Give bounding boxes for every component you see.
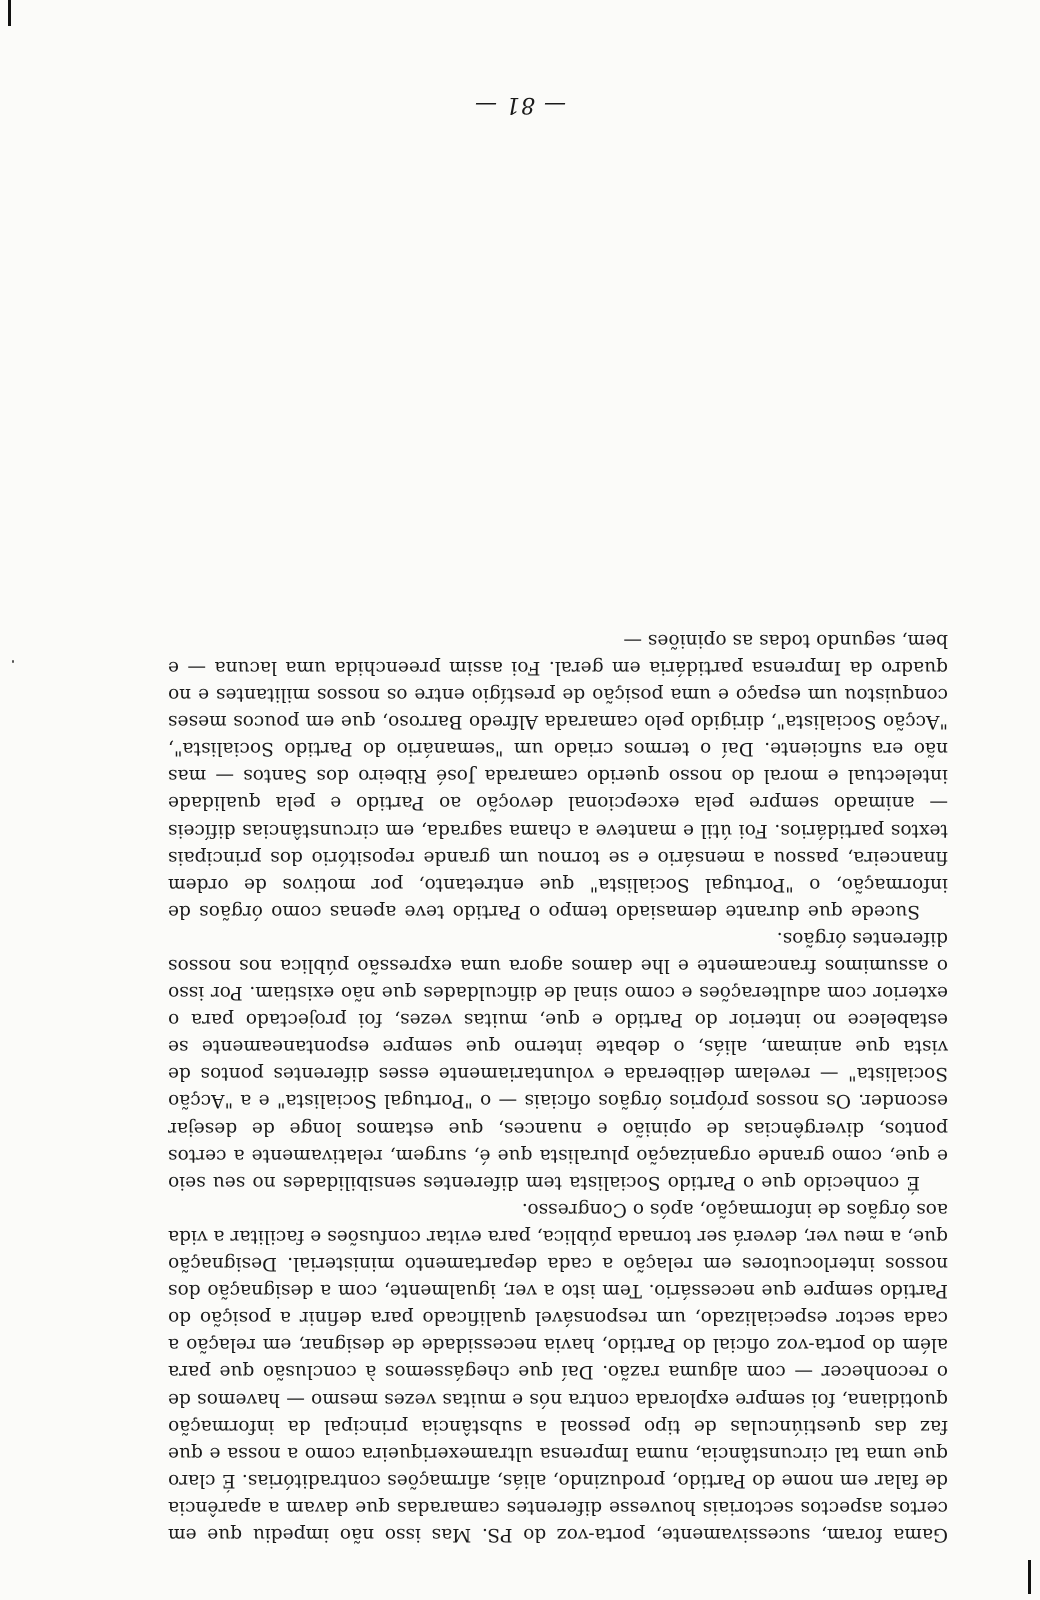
body-text	[168, 627, 948, 1548]
page-number: — 81 —	[474, 92, 566, 117]
scan-speck	[12, 660, 14, 663]
scan-edge-mark	[8, 0, 11, 26]
paragraph-2: É conhecido que o Partido Socialista tem diferentes sensibilidades no seu seio e que, como grande organização pluralista que é, surgem, relativamente a certos pontos, divergências de opinião e nuances, que estamos longe de desejar esconder. Os nossos próprios órgãos oficiais — o "Portugal Socialista" e a "Acção Socialista" — revelam deliberada e voluntariamente esses diferentes pontos de vista que animam, aliás, o debate interno que sempre espontaneamente se estabelece no interior do Partido e que, muitas vezes, foi projectado para o exterior com adulterações e como sinal de dificuldades que não existiam. Por isso o assumimos francamente e lhe damos agora uma expressão pública nos nossos diferentes órgãos.	[168, 927, 948, 1193]
paragraph-3: Sucede que durante demasiado tempo o Partido teve apenas como órgãos de informação, o "Portugal Socialista" que entretanto, por motivos de ordem financeira, passou a mensário e se tornou um grande repositório dos principais textos partidários. Foi útil e manteve a chama sagrada, em circunstâncias difíceis — animado sempre pela excepcional devoção ao Partido e pela qualidade intelectual e moral do nosso querido camarada José Ribeiro dos Santos — mas não era suficiente. Daí o termos criado um "semanário do Partido Socialista", "Acção Socialista", dirigido pelo camarada Alfredo Barroso, que em poucos meses conquistou um espaço e uma posição de prestígio entre os nossos militantes e no quadro da Imprensa partidária em geral. Foi assim preenchida uma lacuna — e bem, segundo todas as opiniões —	[168, 629, 948, 922]
paragraph-1: Gama foram, sucessivamente, porta-voz do PS. Mas isso não impediu que em certos aspectos sectoriais houvesse diferentes camaradas que davam a aparência de falar em nome do Partido, produzindo, aliás, afirmações contraditórias. É claro que uma tal circunstância, numa Imprensa ultramexeriqueira como a nossa e que faz das questiúnculas de tipo pessoal a substância principal da informação quotidiana, foi sempre explorada contra nós e muitas vezes mesmo — havemos de o reconhecer — com alguma razão. Daí que chegássemos à conclusão que para além do porta-voz oficial do Partido, havia necessidade de designar, em relação a cada sector especializado, um responsável qualificado para definir a posição do Partido sempre que necessário. Tem isto a ver, igualmente, com a designação dos nossos interlocutores em relação a cada departamento ministerial. Designação que, a meu ver, deverá ser tornada pública, para evitar confusões e facilitar a vida aos órgãos de informação, após o Congresso.	[168, 1198, 948, 1545]
scan-edge-mark	[1028, 1560, 1031, 1594]
